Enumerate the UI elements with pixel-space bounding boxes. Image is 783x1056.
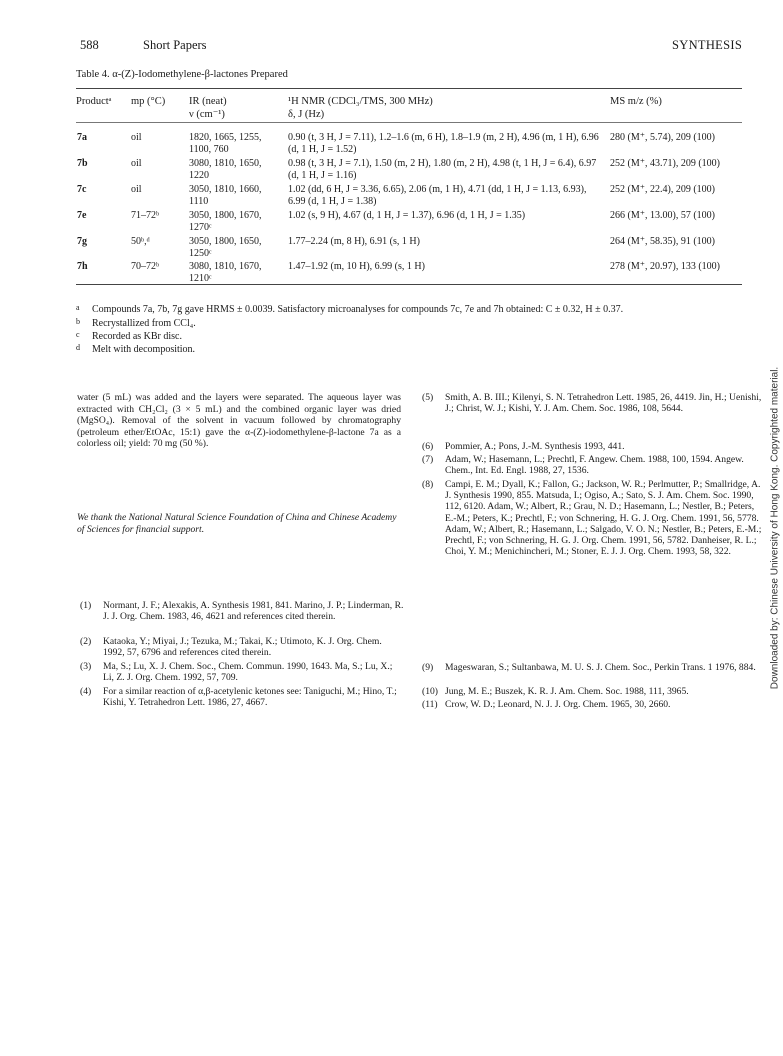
cell-ir: 3050, 1800, 1670, 1270ᶜ bbox=[189, 210, 262, 233]
reference-text: Kataoka, Y.; Miyai, J.; Tezuka, M.; Takai, K.; Utimoto, K. J. Org. Chem. 1992, 57, 6796 and references cited therein. bbox=[103, 636, 382, 659]
cell-nmr: 0.98 (t, 3 H, J = 7.1), 1.50 (m, 2 H), 1.80 (m, 2 H), 4.98 (t, 1 H, J = 6.4), 6.97 (d, 1 H, J = 1.16) bbox=[288, 158, 597, 181]
col-header-ir-line1: IR (neat) bbox=[189, 96, 227, 107]
reference-text: Normant, J. F.; Alexakis, A. Synthesis 1981, 841. Marino, J. P.; Linderman, R. J. J. Org. Chem. 1983, 46, 4621 and references cited therein. bbox=[103, 600, 404, 623]
footnote-text: Recorded as KBr disc. bbox=[92, 331, 182, 342]
footnote-mark: d bbox=[76, 343, 80, 352]
page-number: 588 bbox=[80, 38, 99, 52]
col-header-mp: mp (°C) bbox=[131, 96, 166, 107]
cell-product: 7b bbox=[77, 158, 88, 169]
reference-number: (4) bbox=[80, 686, 92, 697]
cell-product: 7h bbox=[77, 261, 88, 272]
reference-number: (9) bbox=[422, 662, 434, 673]
footnote-text: Recrystallized from CCl₄. bbox=[92, 318, 196, 329]
cell-product: 7a bbox=[77, 132, 87, 143]
cell-ir: 3050, 1800, 1650, 1250ᶜ bbox=[189, 236, 262, 259]
cell-mp: 71–72ᵇ bbox=[131, 210, 160, 221]
footnote-text: Melt with decomposition. bbox=[92, 344, 196, 355]
reference-text: For a similar reaction of α,β-acetylenic ketones see: Taniguchi, M.; Hino, T.; Kishi, Y. Tetrahedron Lett. 1986, 27, 4667. bbox=[103, 686, 397, 709]
reference-number: (1) bbox=[80, 600, 92, 611]
reference-number: (11) bbox=[422, 699, 438, 710]
reference-number: (6) bbox=[422, 441, 434, 452]
table-header-rule bbox=[76, 122, 742, 123]
cell-product: 7g bbox=[77, 236, 87, 247]
table-top-rule bbox=[76, 88, 742, 89]
reference-text: Jung, M. E.; Buszek, K. R. J. Am. Chem. Soc. 1988, 111, 3965. bbox=[445, 686, 689, 697]
reference-text: Adam, W.; Hasemann, L.; Prechtl, F. Angew. Chem. 1988, 100, 1594. Angew. Chem., Int. Ed. Engl. 1988, 27, 1536. bbox=[445, 454, 744, 477]
reference-text: Smith, A. B. III.; Kilenyi, S. N. Tetrahedron Lett. 1985, 26, 4419. Jin, H.; Uenishi, J.; Christ, W. J.; Kishi, Y. J. Am. Chem. Soc. 1986, 108, 5644. bbox=[445, 392, 762, 415]
acknowledgement: We thank the National Natural Science Foundation of China and Chinese Academy of Sciences for financial support. bbox=[77, 512, 397, 535]
cell-mp: oil bbox=[131, 158, 142, 169]
cell-mp: 50ᵇ,ᵈ bbox=[131, 236, 150, 247]
cell-nmr: 1.47–1.92 (m, 10 H), 6.99 (s, 1 H) bbox=[288, 261, 425, 272]
col-header-ir bbox=[189, 95, 227, 121]
cell-ms: 252 (M⁺, 22.4), 209 (100) bbox=[610, 184, 715, 195]
section-title: Short Papers bbox=[143, 38, 207, 52]
cell-ir: 3080, 1810, 1650, 1220 bbox=[189, 158, 262, 181]
table-footnote bbox=[76, 302, 746, 316]
footnote-mark: a bbox=[76, 303, 80, 312]
cell-nmr: 1.02 (s, 9 H), 4.67 (d, 1 H, J = 1.37), 6.96 (d, 1 H, J = 1.35) bbox=[288, 210, 526, 221]
table-footnote bbox=[76, 342, 195, 356]
footnote-mark: b bbox=[76, 317, 80, 326]
journal-name: SYNTHESIS bbox=[672, 38, 743, 52]
cell-ms: 280 (M⁺, 5.74), 209 (100) bbox=[610, 132, 715, 143]
col-header-ms: MS m/z (%) bbox=[610, 96, 662, 107]
reference-number: (2) bbox=[80, 636, 92, 647]
cell-ms: 264 (M⁺, 58.35), 91 (100) bbox=[610, 236, 715, 247]
reference-text: Mageswaran, S.; Sultanbawa, M. U. S. J. Chem. Soc., Perkin Trans. 1 1976, 884. bbox=[445, 662, 756, 673]
cell-nmr: 0.90 (t, 3 H, J = 7.11), 1.2–1.6 (m, 6 H), 1.8–1.9 (m, 2 H), 4.96 (m, 1 H), 6.96 (d, 1 H, J = 1.52) bbox=[288, 132, 599, 155]
cell-mp: oil bbox=[131, 132, 142, 143]
col-header-product: Productᵃ bbox=[76, 96, 112, 107]
cell-ir: 3050, 1810, 1660, 1110 bbox=[189, 184, 262, 207]
cell-ir: 1820, 1665, 1255, 1100, 760 bbox=[189, 132, 262, 155]
col-header-ir-line2: ν (cm⁻¹) bbox=[189, 109, 225, 120]
reference-text: Crow, W. D.; Leonard, N. J. J. Org. Chem. 1965, 30, 2660. bbox=[445, 699, 671, 710]
experimental-paragraph: water (5 mL) was added and the layers were separated. The aqueous layer was extracted with CH₂Cl₂ (3 × 5 mL) and the combined organic layer was dried (MgSO₄). Removal of the solvent in vacuum followed by chromatography (petroleum ether/EtOAc, 15:1) gave the α-(Z)-iodomethylene-β-lactone 7a as a colorless oil; yield: 70 mg (50 %). bbox=[77, 392, 401, 450]
cell-nmr: 1.02 (dd, 6 H, J = 3.36, 6.65), 2.06 (m, 1 H), 4.71 (dd, 1 H, J = 1.13, 6.93), 6.99 (d, 1 H, J = 1.38) bbox=[288, 184, 587, 207]
table-footnote bbox=[76, 316, 196, 330]
col-header-nmr-line1: ¹H NMR (CDCl₃/TMS, 300 MHz) bbox=[288, 96, 433, 107]
reference-text: Campi, E. M.; Dyall, K.; Fallon, G.; Jackson, W. R.; Perlmutter, P.; Smallridge, A. J. Synthesis 1990, 855. Matsuda, I.; Ogiso, A.; Sato, S. J. Am. Chem. Soc. 1990, 112, 6120. Adam, W.; Albert, R.; Grau, N. D.; Hasemann, L.; Nestler, B.; Peters, E.-M.; Peters, K.; Prechtl, F.; von Schnering, H. G. J. Org. Chem. 1991, 56, 5778. Adam, W.; Albert, R.; Hasemann, L.; Salgado, V. O. N.; Nestler, B.; Peters, E.-M.; Prechtl, F.; von Schnering, H. G. J. Org. Chem. 1991, 56, 5782. Danheiser, R. L.; Choi, Y. M.; Menichincheri, M.; Stoner, E. J. J. Org. Chem. 1993, 58, 322. bbox=[445, 479, 762, 558]
col-header-nmr-line2: δ, J (Hz) bbox=[288, 109, 325, 120]
cell-ms: 266 (M⁺, 13.00), 57 (100) bbox=[610, 210, 715, 221]
cell-mp: 70–72ᵇ bbox=[131, 261, 160, 272]
cell-product: 7e bbox=[77, 210, 87, 221]
cell-ms: 252 (M⁺, 43.71), 209 (100) bbox=[610, 158, 720, 169]
table-bottom-rule bbox=[76, 284, 742, 285]
cell-ir: 3080, 1810, 1670, 1210ᶜ bbox=[189, 261, 262, 284]
reference-text: Ma, S.; Lu, X. J. Chem. Soc., Chem. Commun. 1990, 1643. Ma, S.; Lu, X.; Li, Z. J. Org. Chem. 1992, 57, 709. bbox=[103, 661, 393, 684]
download-watermark bbox=[766, 358, 783, 698]
table-footnote bbox=[76, 329, 182, 343]
table-caption: Table 4. α-(Z)-Iodomethylene-β-lactones Prepared bbox=[76, 69, 288, 80]
reference-number: (10) bbox=[422, 686, 438, 697]
reference-number: (5) bbox=[422, 392, 434, 403]
col-header-nmr bbox=[288, 95, 433, 121]
cell-product: 7c bbox=[77, 184, 87, 195]
cell-nmr: 1.77–2.24 (m, 8 H), 6.91 (s, 1 H) bbox=[288, 236, 420, 247]
reference-text: Pommier, A.; Pons, J.-M. Synthesis 1993, 441. bbox=[445, 441, 625, 452]
footnote-mark: c bbox=[76, 330, 80, 339]
cell-mp: oil bbox=[131, 184, 142, 195]
watermark-text: Downloaded by: Chinese University of Hong Kong. Copyrighted material. bbox=[769, 366, 781, 690]
reference-number: (8) bbox=[422, 479, 434, 490]
reference-number: (7) bbox=[422, 454, 434, 465]
reference-number: (3) bbox=[80, 661, 92, 672]
footnote-text: Compounds 7a, 7b, 7g gave HRMS ± 0.0039. Satisfactory microanalyses for compounds 7c, 7e and 7h obtained: C ± 0.32, H ± 0.37. bbox=[92, 304, 624, 315]
cell-ms: 278 (M⁺, 20.97), 133 (100) bbox=[610, 261, 720, 272]
